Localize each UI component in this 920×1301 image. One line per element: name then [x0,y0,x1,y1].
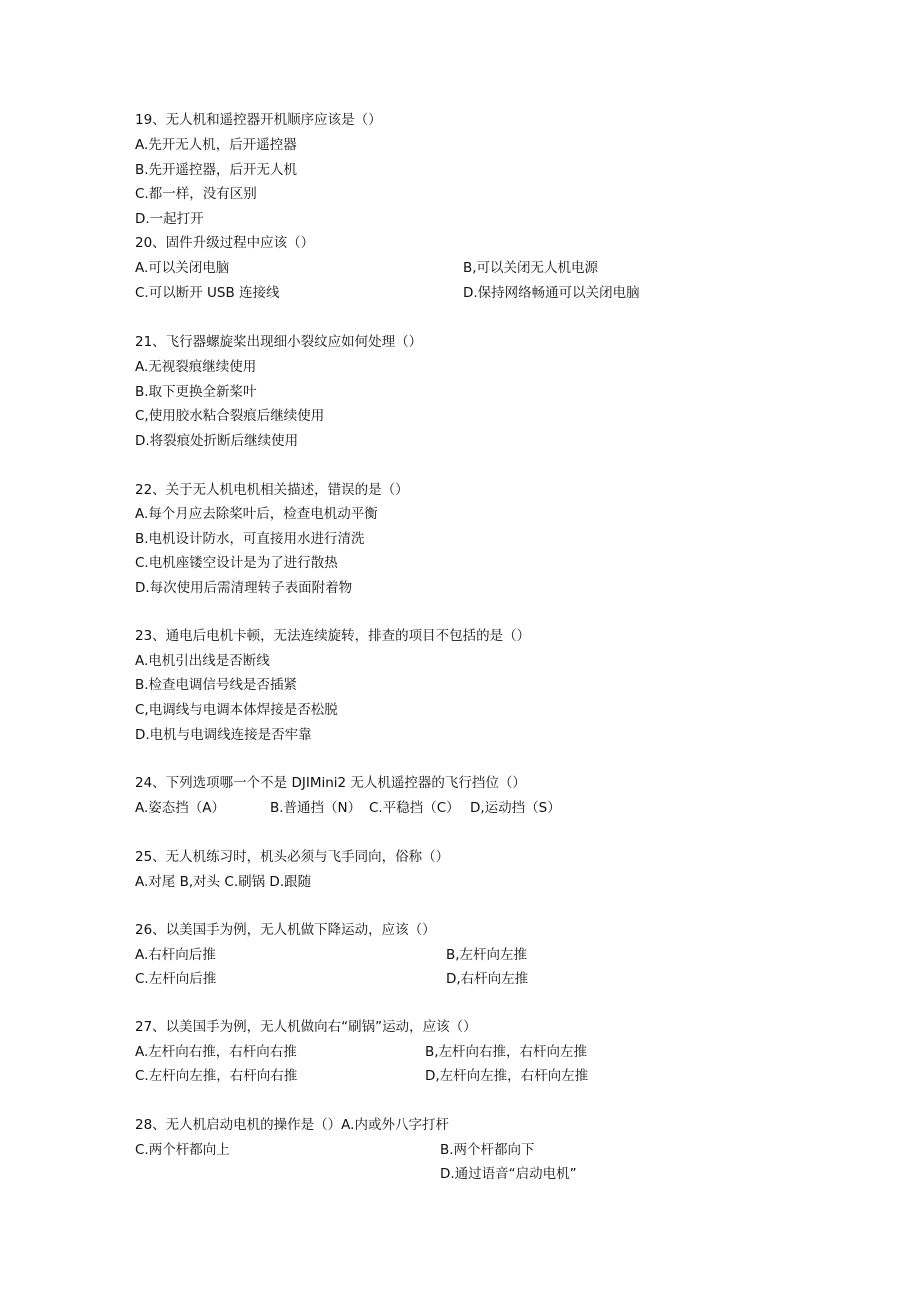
question-24-option-b: B.普通挡（N） [270,800,362,816]
question-24-option-a: A.姿态挡（A） [135,800,226,816]
question-22-option-d: D.每次使用后需清理转子表面附着物 [135,580,353,596]
question-19-option-c: C.都一样，没有区别 [135,186,257,202]
question-27-option-b: B,左杆向右推，右杆向左推 [425,1044,588,1060]
question-25-title: 25、无人机练习时，机头必须与飞手同向，俗称（） [135,849,450,865]
question-26-option-a: A.右杆向后推 [135,947,216,963]
question-26-option-d: D,右杆向左推 [446,971,529,987]
question-27-option-d: D,左杆向左推，右杆向左推 [425,1068,589,1084]
question-23-option-b: B.检查电调信号线是否插紧 [135,677,298,693]
question-24-option-c: C.平稳挡（C） [369,800,460,816]
question-22-option-a: A.每个月应去除桨叶后，检查电机动平衡 [135,506,378,522]
question-21-option-a: A.无视裂痕继续使用 [135,359,257,375]
question-23-option-d: D.电机与电调线连接是否牢靠 [135,727,312,743]
question-27-title: 27、以美国手为例，无人机做向右“刷锅”运动，应该（） [135,1019,477,1035]
question-24-title: 24、下列选项哪一个不是 DJIMini2 无人机遥控器的飞行挡位（） [135,775,526,791]
question-19-option-a: A.先开无人机，后开遥控器 [135,137,297,153]
question-28-option-d: D.通过语音“启动电机” [440,1166,577,1182]
question-28-title: 28、无人机启动电机的操作是（）A.内或外八字打杆 [135,1117,449,1133]
question-22-option-b: B.电机设计防水，可直接用水进行清洗 [135,531,365,547]
question-19-title: 19、无人机和遥控器开机顺序应该是（） [135,112,382,128]
question-22-option-c: C.电机座镂空设计是为了进行散热 [135,555,338,571]
question-19-option-b: B.先开遥控器，后开无人机 [135,162,298,178]
question-26-title: 26、以美国手为例，无人机做下降运动，应该（） [135,922,436,938]
question-25-options: A.对尾 B,对头 C.刷锅 D.跟随 [135,874,312,890]
question-19-option-d: D.一起打开 [135,211,204,227]
question-23-option-a: A.电机引出线是否断线 [135,653,270,669]
question-28-option-c: C.两个杆都向上 [135,1142,230,1158]
question-28-option-b: B.两个杆都向下 [440,1142,535,1158]
question-27-option-c: C.左杆向左推，右杆向右推 [135,1068,298,1084]
question-20-option-a: A.可以关闭电脑 [135,260,230,276]
question-21-option-b: B.取下更换全新桨叶 [135,384,257,400]
question-21-title: 21、飞行器螺旋桨出现细小裂纹应如何处理（） [135,334,423,350]
question-21-option-d: D.将裂痕处折断后继续使用 [135,433,299,449]
question-23-option-c: C,电调线与电调本体焊接是否松脱 [135,702,338,718]
question-26-option-c: C.左杆向后推 [135,971,217,987]
question-20-option-d: D.保持网络畅通可以关闭电脑 [463,285,640,301]
question-22-title: 22、关于无人机电机相关描述，错误的是（） [135,482,409,498]
question-20-option-b: B,可以关闭无人机电源 [463,260,599,276]
question-20-option-c: C.可以断开 USB 连接线 [135,285,280,301]
question-20-title: 20、固件升级过程中应该（） [135,235,315,251]
question-24-option-d: D,运动挡（S） [470,800,561,816]
question-23-title: 23、通电后电机卡顿，无法连续旋转，排查的项目不包括的是（） [135,628,531,644]
question-27-option-a: A.左杆向右推，右杆向右推 [135,1044,297,1060]
question-26-option-b: B,左杆向左推 [446,947,528,963]
question-21-option-c: C,使用胶水粘合裂痕后继续使用 [135,408,325,424]
